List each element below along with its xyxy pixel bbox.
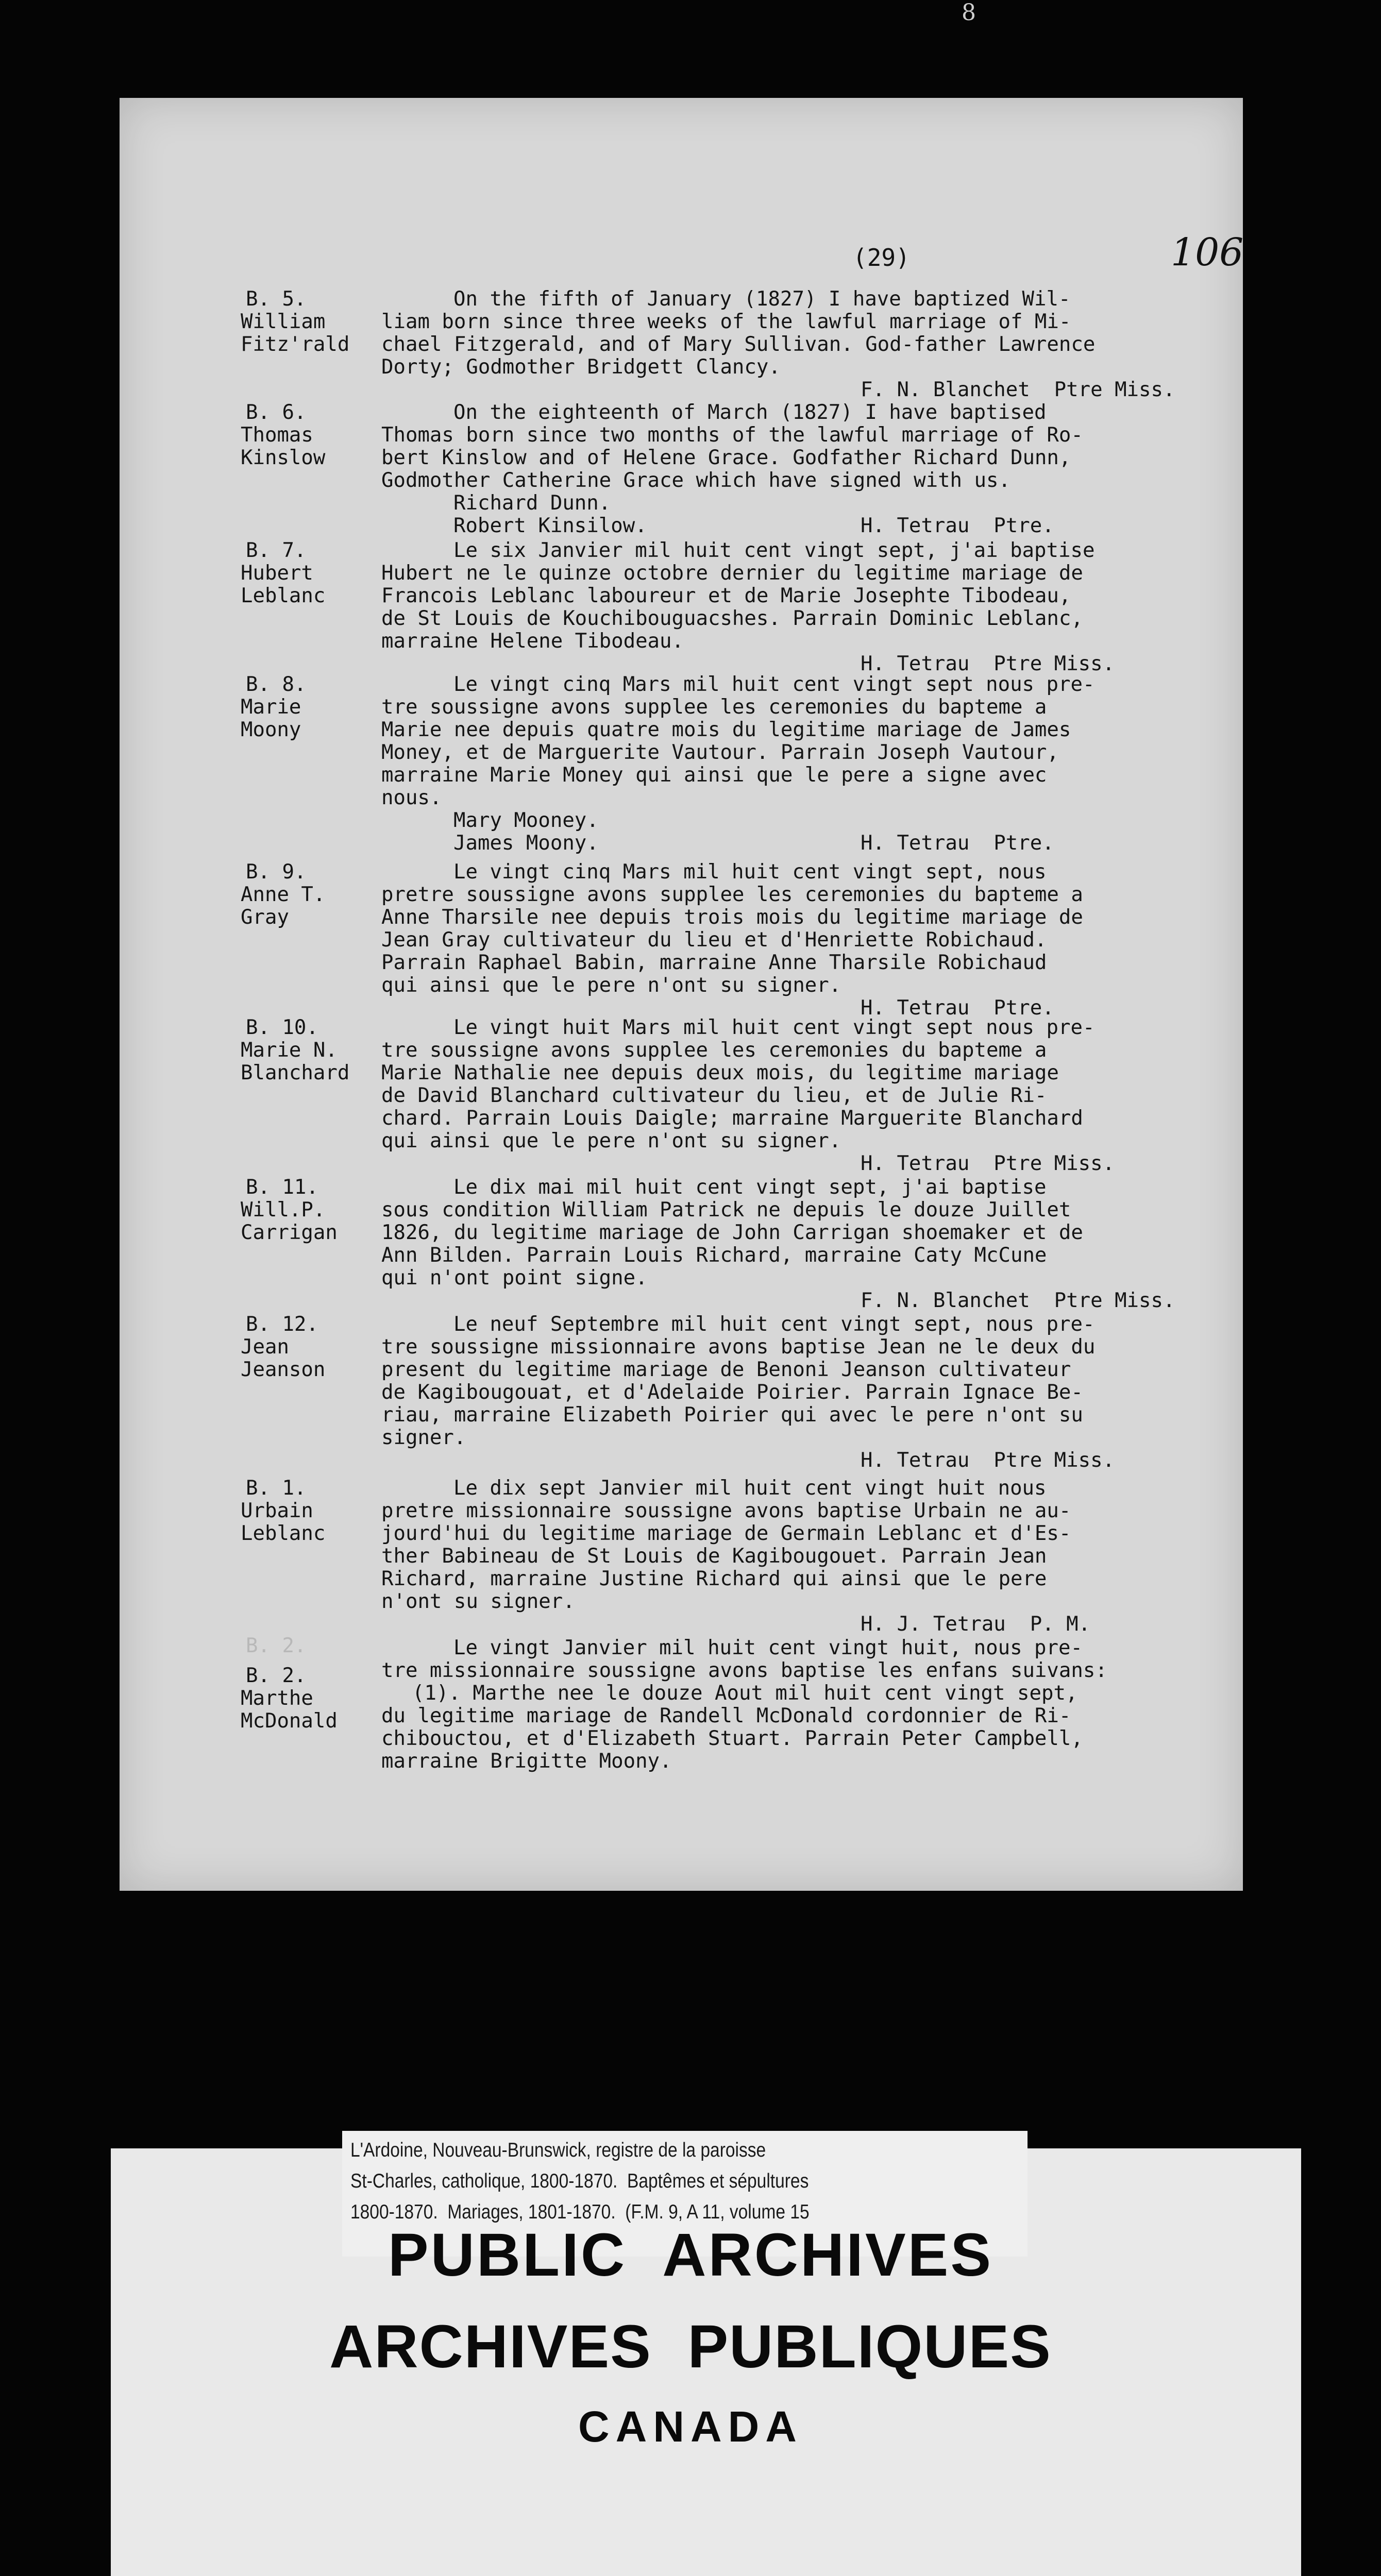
entry-margin-label: Hubert (241, 562, 313, 585)
entry-text-line: qui n'ont point signe. (381, 1266, 648, 1290)
folio-number: 106 (1171, 230, 1244, 275)
entry-text-line: de Kagibougouat, et d'Adelaide Poirier. Parrain Ignace Be- (381, 1381, 1083, 1404)
entry-text-line: Money, et de Marguerite Vautour. Parrain Joseph Vautour, (381, 741, 1059, 764)
entry-text-line: ther Babineau de St Louis de Kagibougouet. Parrain Jean (381, 1545, 1047, 1568)
entry-text-line: jourd'hui du legitime mariage de Germain Leblanc et d'Es- (381, 1522, 1071, 1545)
corner-mark: 8 (962, 0, 976, 26)
entry-text-line: liam born since three weeks of the lawful marriage of Mi- (381, 310, 1071, 333)
entry-text-line: On the fifth of January (1827) I have baptized Wil- (453, 287, 1071, 311)
entry-text-line: tre soussigne avons supplee les ceremonies du bapteme a (381, 696, 1047, 719)
entry-text-line: Anne Tharsile nee depuis trois mois du legitime mariage de (381, 906, 1083, 929)
entry-text-line: Thomas born since two months of the lawful marriage of Ro- (381, 423, 1083, 447)
entry-margin-label: B. 1. (246, 1477, 307, 1500)
entry-text-line: Le dix mai mil huit cent vingt sept, j'ai baptise (453, 1176, 1047, 1199)
entry-margin-label: B. 5. (246, 287, 307, 311)
archive-slip-line: 1800-1870. Mariages, 1801-1870. (F.M. 9, A 11, volume 15 (350, 2201, 810, 2223)
entry-text-line: tre soussigne avons supplee les ceremonies du bapteme a (381, 1039, 1047, 1062)
entry-margin-label: B. 9. (246, 860, 307, 884)
entry-margin-label: B. 6. (246, 401, 307, 424)
entry-text-line: Le vingt cinq Mars mil huit cent vingt sept nous pre- (453, 673, 1095, 696)
entry-text-line: Le vingt huit Mars mil huit cent vingt sept nous pre- (453, 1016, 1095, 1039)
archive-slip-line: St-Charles, catholique, 1800-1870. Baptêmes et sépultures (350, 2170, 809, 2192)
entry-text-line: Parrain Raphael Babin, marraine Anne Tharsile Robichaud (381, 951, 1047, 974)
entry-text-line: (1). Marthe nee le douze Aout mil huit cent vingt sept, (412, 1682, 1078, 1705)
entry-text-line: marraine Helene Tibodeau. (381, 630, 684, 653)
entry-margin-label: Leblanc (241, 584, 326, 607)
entry-text-line: present du legitime mariage de Benoni Jeanson cultivateur (381, 1358, 1071, 1381)
entry-priest-signature: H. Tetrau Ptre. (861, 996, 1054, 1020)
entry-text-line: Le dix sept Janvier mil huit cent vingt huit nous (453, 1477, 1047, 1500)
entry-margin-label: Gray (241, 906, 289, 929)
entry-priest-signature: F. N. Blanchet Ptre Miss. (861, 378, 1175, 401)
entry-priest-signature: H. Tetrau Ptre. (861, 514, 1054, 537)
entry-margin-label: Leblanc (241, 1522, 326, 1545)
entry-text-line: Hubert ne le quinze octobre dernier du legitime mariage de (381, 562, 1083, 585)
entry-text-line: marraine Brigitte Moony. (381, 1750, 672, 1773)
entry-text-line: Marie Nathalie nee depuis deux mois, du legitime mariage (381, 1061, 1059, 1084)
entry-margin-label: Fitz'rald (241, 333, 350, 356)
entry-margin-label: Jean (241, 1335, 289, 1359)
entry-text-line: Francois Leblanc laboureur et de Marie Josephte Tibodeau, (381, 584, 1071, 607)
entry-margin-label: B. 8. (246, 673, 307, 696)
entry-margin-label: McDonald (241, 1709, 338, 1733)
entry-witness-signature: James Moony. (453, 832, 599, 855)
entry-text-line: pretre missionnaire soussigne avons baptise Urbain ne au- (381, 1499, 1071, 1522)
archives-title-english: PUBLIC ARCHIVES (388, 2221, 993, 2289)
entry-text-line: Le neuf Septembre mil huit cent vingt sept, nous pre- (453, 1313, 1095, 1336)
entry-margin-label: Moony (241, 718, 301, 741)
entry-margin-label: William (241, 310, 326, 333)
entry-text-line: 1826, du legitime mariage de John Carrigan shoemaker et de (381, 1221, 1083, 1244)
entry-text-line: qui ainsi que le pere n'ont su signer. (381, 1129, 841, 1153)
entry-text-line: sous condition William Patrick ne depuis le douze Juillet (381, 1198, 1071, 1222)
entry-margin-label: B. 12. (246, 1313, 318, 1336)
archives-title-country: CANADA (578, 2402, 803, 2451)
entry-margin-label: Marthe (241, 1687, 313, 1710)
entry-margin-label: Will.P. (241, 1198, 326, 1222)
entry-text-line: Le vingt Janvier mil huit cent vingt huit, nous pre- (453, 1636, 1083, 1659)
entry-margin-label: Jeanson (241, 1358, 326, 1381)
entry-margin-faint-label: B. 2. (246, 1634, 307, 1657)
entry-text-line: chael Fitzgerald, and of Mary Sullivan. God-father Lawrence (381, 333, 1096, 356)
entry-margin-label: B. 7. (246, 539, 307, 562)
entry-priest-signature: H. Tetrau Ptre Miss. (861, 1449, 1115, 1472)
entry-text-line: signer. (381, 1426, 466, 1449)
entry-margin-label: B. 2. (246, 1664, 307, 1687)
entry-text-line: Marie nee depuis quatre mois du legitime mariage de James (381, 718, 1071, 741)
entry-text-line: Ann Bilden. Parrain Louis Richard, marraine Caty McCune (381, 1244, 1047, 1267)
entry-text-line: riau, marraine Elizabeth Poirier qui avec le pere n'ont su (381, 1403, 1083, 1427)
entry-margin-label: Carrigan (241, 1221, 338, 1244)
entry-margin-label: Urbain (241, 1499, 313, 1522)
entry-witness-signature: Robert Kinsilow. (453, 514, 647, 537)
entry-text-line: pretre soussigne avons supplee les ceremonies du bapteme a (381, 883, 1083, 906)
entry-text-line: Godmother Catherine Grace which have signed with us. (381, 469, 1011, 492)
entry-text-line: chard. Parrain Louis Daigle; marraine Marguerite Blanchard (381, 1107, 1083, 1130)
entry-text-line: n'ont su signer. (381, 1590, 575, 1613)
entry-text-line: marraine Marie Money qui ainsi que le pere a signe avec (381, 764, 1047, 787)
entry-margin-label: Kinslow (241, 446, 326, 469)
entry-priest-signature: H. Tetrau Ptre Miss. (861, 652, 1115, 675)
entry-text-line: Le six Janvier mil huit cent vingt sept, j'ai baptise (453, 539, 1095, 562)
archive-slip-line: L'Ardoine, Nouveau-Brunswick, registre de la paroisse (350, 2139, 766, 2161)
entry-priest-signature: H. J. Tetrau P. M. (861, 1613, 1091, 1636)
entry-witness-signature: Richard Dunn. (453, 492, 611, 515)
entry-text-line: Richard, marraine Justine Richard qui ainsi que le pere (381, 1567, 1047, 1590)
entry-margin-label: Marie N. (241, 1039, 338, 1062)
entry-witness-signature: Mary Mooney. (453, 809, 599, 832)
entry-text-line: tre missionnaire soussigne avons baptise les enfans suivans: (381, 1659, 1107, 1682)
entry-text-line: bert Kinslow and of Helene Grace. Godfather Richard Dunn, (381, 446, 1071, 469)
entry-priest-signature: H. Tetrau Ptre Miss. (861, 1152, 1115, 1175)
entry-margin-label: Thomas (241, 423, 313, 447)
entry-margin-label: Marie (241, 696, 301, 719)
archives-title-french: ARCHIVES PUBLIQUES (329, 2313, 1052, 2381)
entry-margin-label: Blanchard (241, 1061, 350, 1084)
entry-text-line: du legitime mariage de Randell McDonald cordonnier de Ri- (381, 1704, 1071, 1727)
entry-margin-label: B. 11. (246, 1176, 318, 1199)
entry-text-line: de St Louis de Kouchibouguacshes. Parrain Dominic Leblanc, (381, 607, 1083, 630)
page-number: (29) (853, 244, 910, 272)
entry-text-line: tre soussigne missionnaire avons baptise Jean ne le deux du (381, 1335, 1096, 1359)
entry-text-line: Jean Gray cultivateur du lieu et d'Henriette Robichaud. (381, 928, 1047, 952)
entry-margin-label: Anne T. (241, 883, 326, 906)
entry-margin-label: B. 10. (246, 1016, 318, 1039)
entry-text-line: Dorty; Godmother Bridgett Clancy. (381, 355, 781, 379)
entry-text-line: de David Blanchard cultivateur du lieu, et de Julie Ri- (381, 1084, 1047, 1107)
entry-text-line: nous. (381, 786, 442, 809)
entry-text-line: qui ainsi que le pere n'ont su signer. (381, 974, 841, 997)
entry-text-line: On the eighteenth of March (1827) I have baptised (453, 401, 1047, 424)
entry-text-line: chibouctou, et d'Elizabeth Stuart. Parrain Peter Campbell, (381, 1727, 1083, 1750)
entry-text-line: Le vingt cinq Mars mil huit cent vingt sept, nous (453, 860, 1047, 884)
entry-priest-signature: H. Tetrau Ptre. (861, 832, 1054, 855)
entry-priest-signature: F. N. Blanchet Ptre Miss. (861, 1289, 1175, 1312)
